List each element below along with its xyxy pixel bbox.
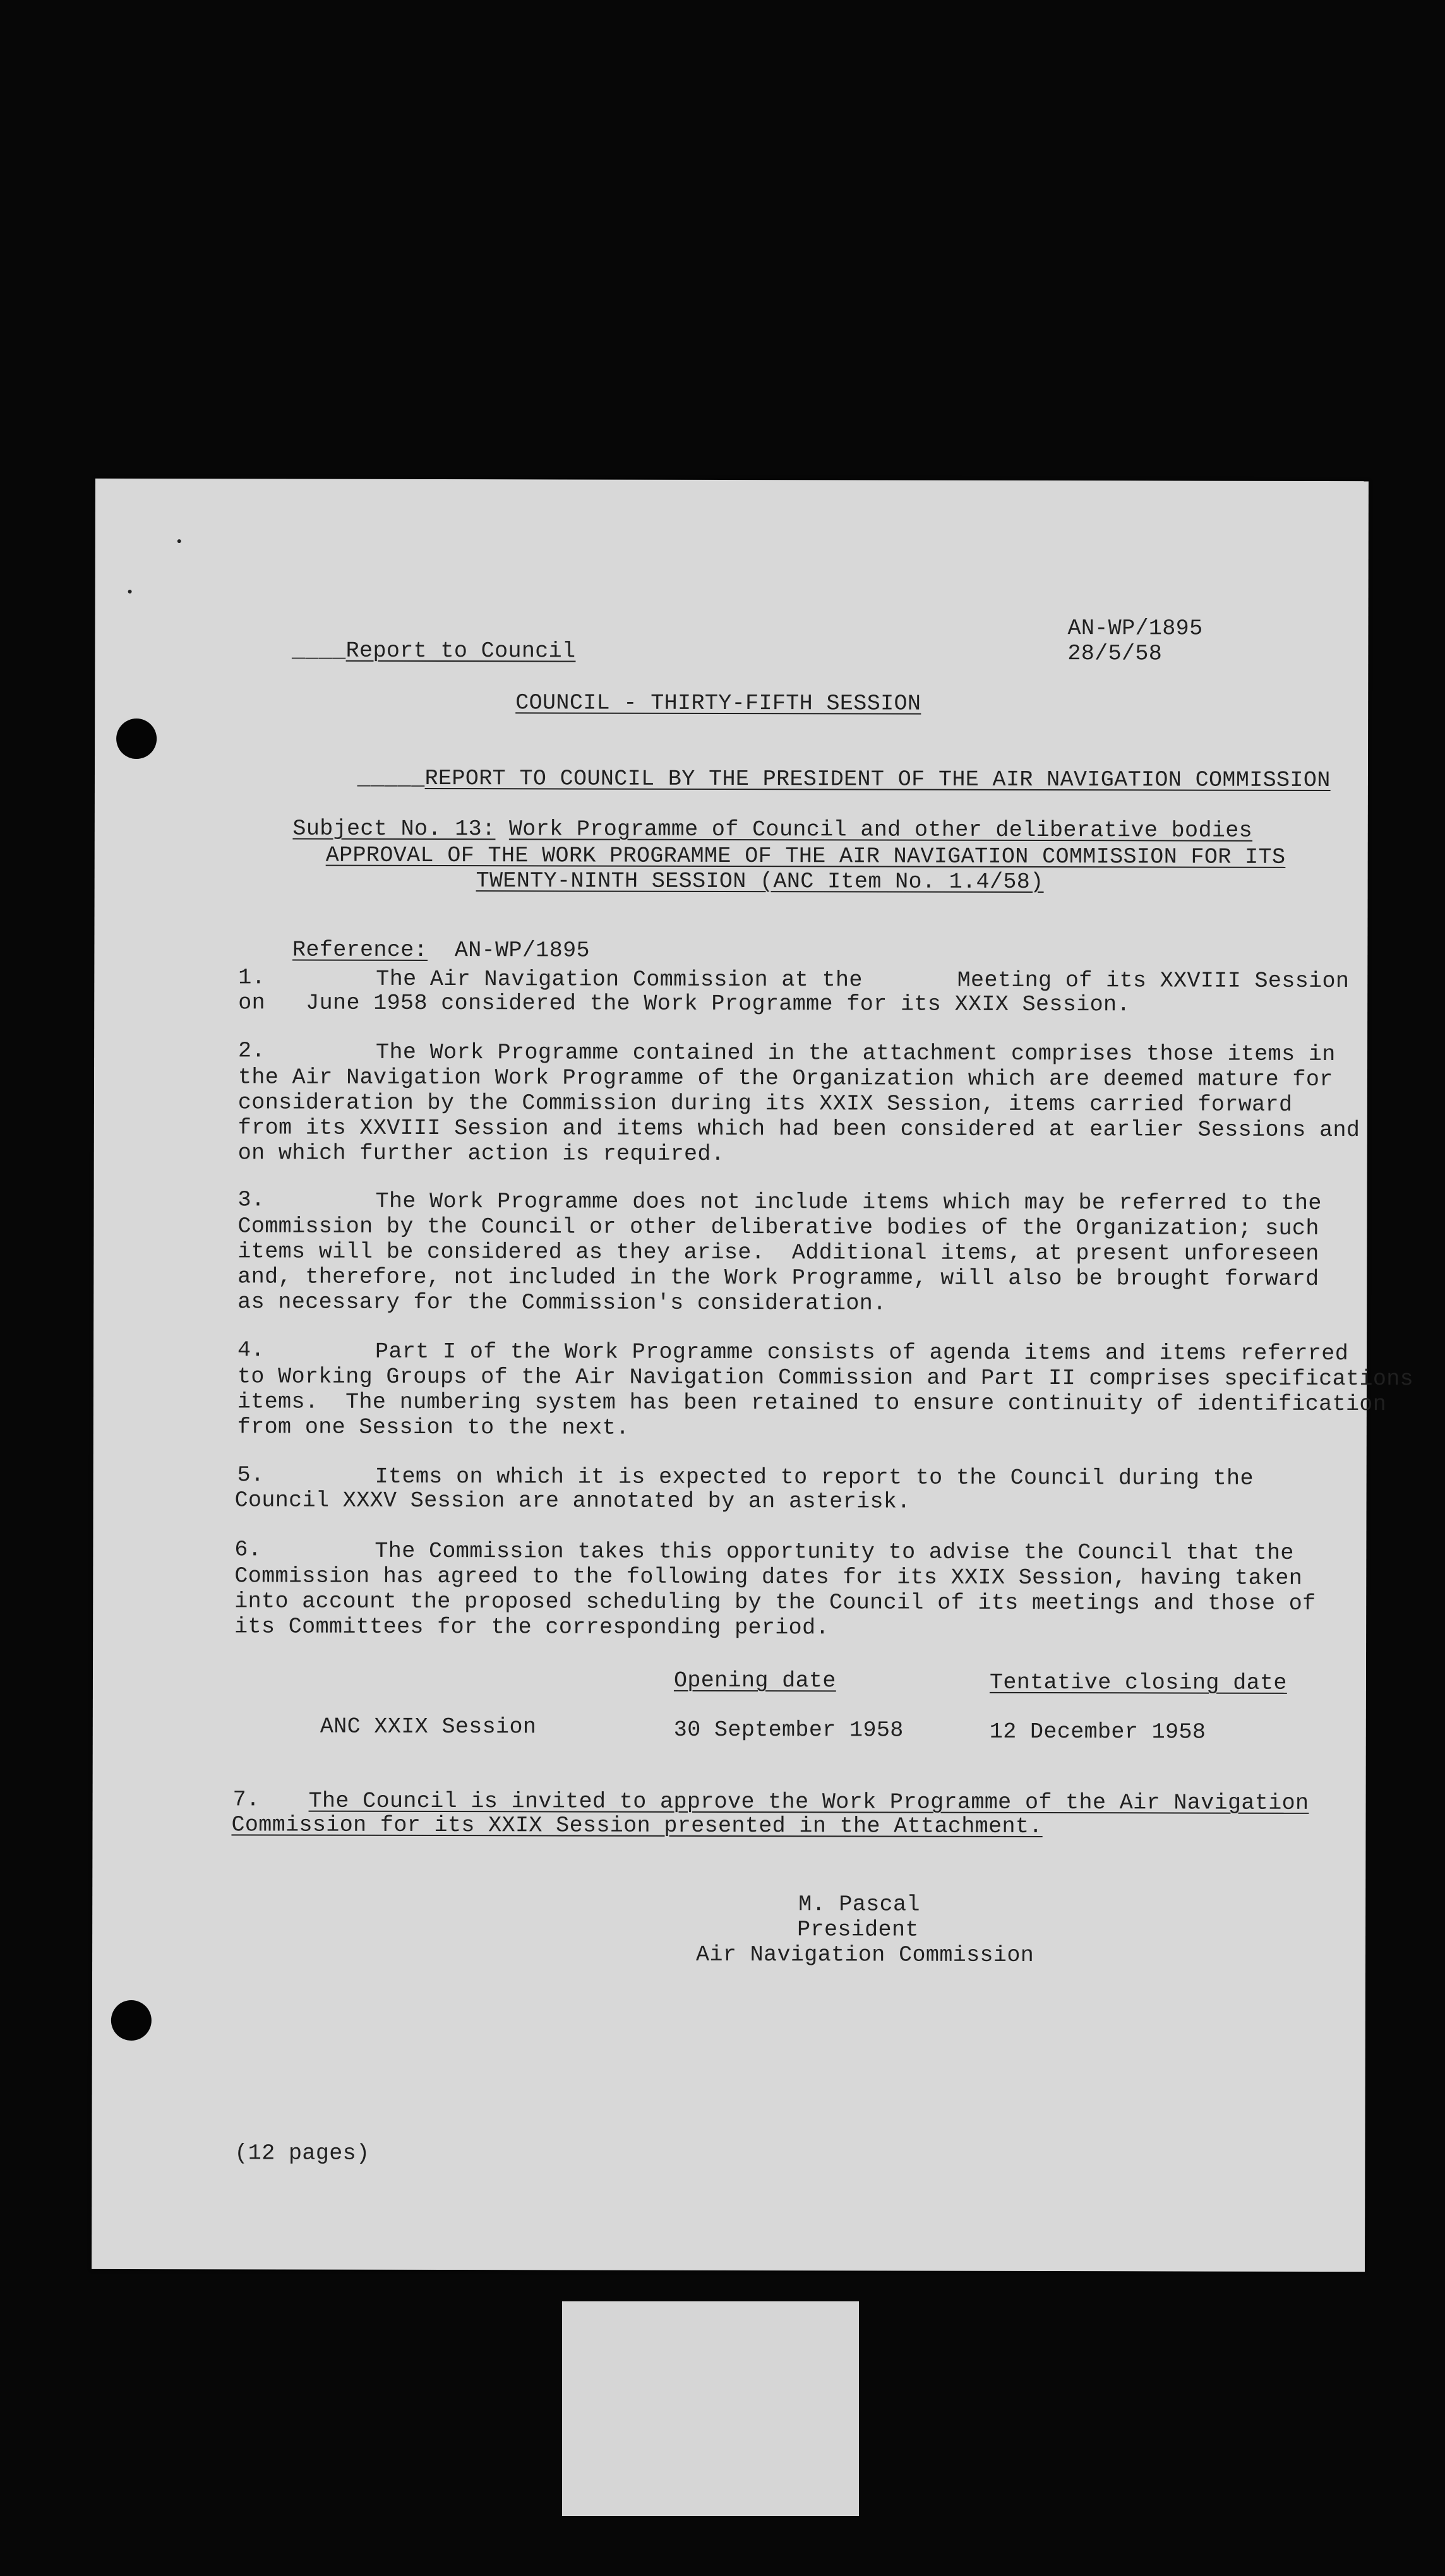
punch-hole-bottom bbox=[111, 2000, 152, 2041]
closing-date-header: Tentative closing date bbox=[989, 1669, 1287, 1696]
signature-name: M. Pascal bbox=[798, 1892, 920, 1917]
paragraph-7-line: Commission for its XXIX Session presented in the Attachment. bbox=[231, 1812, 1043, 1840]
paragraph-6-line: Commission has agreed to the following dates for its XXIX Session, having taken bbox=[234, 1563, 1303, 1591]
paragraph-3-line: The Work Programme does not include items which may be referred to the bbox=[375, 1188, 1322, 1216]
doc-number: AN-WP/1895 bbox=[1067, 616, 1203, 641]
paragraph-2-line: from its XXVIII Session and items which had been considered at earlier Sessions and bbox=[237, 1115, 1360, 1143]
paragraph-3-line: as necessary for the Commission's consideration. bbox=[237, 1289, 887, 1316]
paper-slip bbox=[562, 2301, 859, 2516]
approval-title-line1: APPROVAL OF THE WORK PROGRAMME OF THE AIR NAVIGATION COMMISSION FOR ITS bbox=[325, 842, 1286, 870]
subject-text: Work Programme of Council and other deliberative bodies bbox=[508, 816, 1253, 844]
paragraph-6-line: its Committees for the corresponding period. bbox=[234, 1614, 829, 1641]
signature-role: President bbox=[797, 1917, 919, 1943]
reference-label: Reference: bbox=[292, 937, 428, 963]
paragraph-3-line: items will be considered as they arise. Additional items, at present unforeseen bbox=[237, 1239, 1319, 1267]
report-label-text: Report to Council bbox=[345, 638, 576, 664]
paragraph-4-line: Part I of the Work Programme consists of agenda items and items referred bbox=[375, 1339, 1349, 1367]
document-page bbox=[92, 479, 1414, 2272]
paragraph-5-line: Council XXXV Session are annotated by an asterisk. bbox=[234, 1488, 911, 1515]
paragraph-2-line: the Air Navigation Work Programme of the Organization which are deemed mature for bbox=[237, 1064, 1333, 1092]
paragraph-7-line: The Council is invited to approve the Work Programme of the Air Navigation bbox=[308, 1788, 1309, 1816]
paragraph-6-number: 6. bbox=[234, 1537, 262, 1563]
signature-org: Air Navigation Commission bbox=[696, 1941, 1034, 1969]
paragraph-5-number: 5. bbox=[237, 1462, 265, 1488]
session-title: COUNCIL - THIRTY-FIFTH SESSION bbox=[515, 690, 921, 717]
paragraph-2-number: 2. bbox=[238, 1038, 265, 1064]
opening-date-value: 30 September 1958 bbox=[673, 1717, 904, 1743]
doc-date: 28/5/58 bbox=[1067, 641, 1163, 667]
report-label-dash: ____ bbox=[291, 638, 346, 664]
paragraph-2-line: on which further action is required. bbox=[237, 1140, 725, 1167]
punch-hole-top bbox=[116, 719, 157, 759]
report-label bbox=[237, 612, 575, 689]
speck bbox=[177, 539, 181, 543]
paragraph-4-line: items. The numbering system has been retained to ensure continuity of identification bbox=[237, 1389, 1387, 1417]
paragraph-4-line: from one Session to the next. bbox=[237, 1414, 630, 1441]
paragraph-1-line: on June 1958 considered the Work Programme for its XXIX Session. bbox=[238, 990, 1130, 1018]
paragraph-5-line: Items on which it is expected to report to the Council during the bbox=[375, 1464, 1254, 1491]
closing-date-value: 12 December 1958 bbox=[989, 1719, 1206, 1745]
paragraph-4-line: to Working Groups of the Air Navigation Commission and Part II comprises specifications bbox=[237, 1364, 1414, 1392]
speck bbox=[128, 590, 132, 593]
paragraph-3-line: Commission by the Council or other deliberative bodies of the Organization; such bbox=[237, 1213, 1319, 1241]
subject-label: Subject No. 13: bbox=[292, 816, 496, 842]
opening-date-header: Opening date bbox=[673, 1667, 836, 1694]
paragraph-3-line: and, therefore, not included in the Work Programme, will also be brought forward bbox=[237, 1264, 1319, 1292]
report-title-dash: _____ bbox=[357, 765, 425, 791]
paragraph-1-line: The Air Navigation Commission at the Meeting of its XXVIII Session bbox=[376, 966, 1350, 994]
paragraph-6-line: The Commission takes this opportunity to advise the Council that the bbox=[375, 1538, 1294, 1566]
approval-title-line2: TWENTY-NINTH SESSION (ANC Item No. 1.4/58) bbox=[476, 868, 1044, 895]
report-title-text: REPORT TO COUNCIL BY THE PRESIDENT OF THE AIR NAVIGATION COMMISSION bbox=[424, 765, 1331, 793]
paragraph-2-line: The Work Programme contained in the attachment comprises those items in bbox=[376, 1039, 1336, 1068]
paragraph-2-line: consideration by the Commission during its XXIX Session, items carried forward bbox=[237, 1090, 1293, 1118]
paragraph-7-number: 7. bbox=[232, 1787, 260, 1813]
paragraph-1-number: 1. bbox=[238, 965, 266, 991]
session-row-label: ANC XXIX Session bbox=[320, 1714, 537, 1740]
pages-note: (12 pages) bbox=[234, 2140, 370, 2166]
reference-value: AN-WP/1895 bbox=[454, 938, 590, 963]
paragraph-4-number: 4. bbox=[237, 1337, 265, 1363]
paragraph-6-line: into account the proposed scheduling by the Council of its meetings and those of bbox=[234, 1589, 1316, 1616]
paragraph-3-number: 3. bbox=[237, 1187, 265, 1213]
